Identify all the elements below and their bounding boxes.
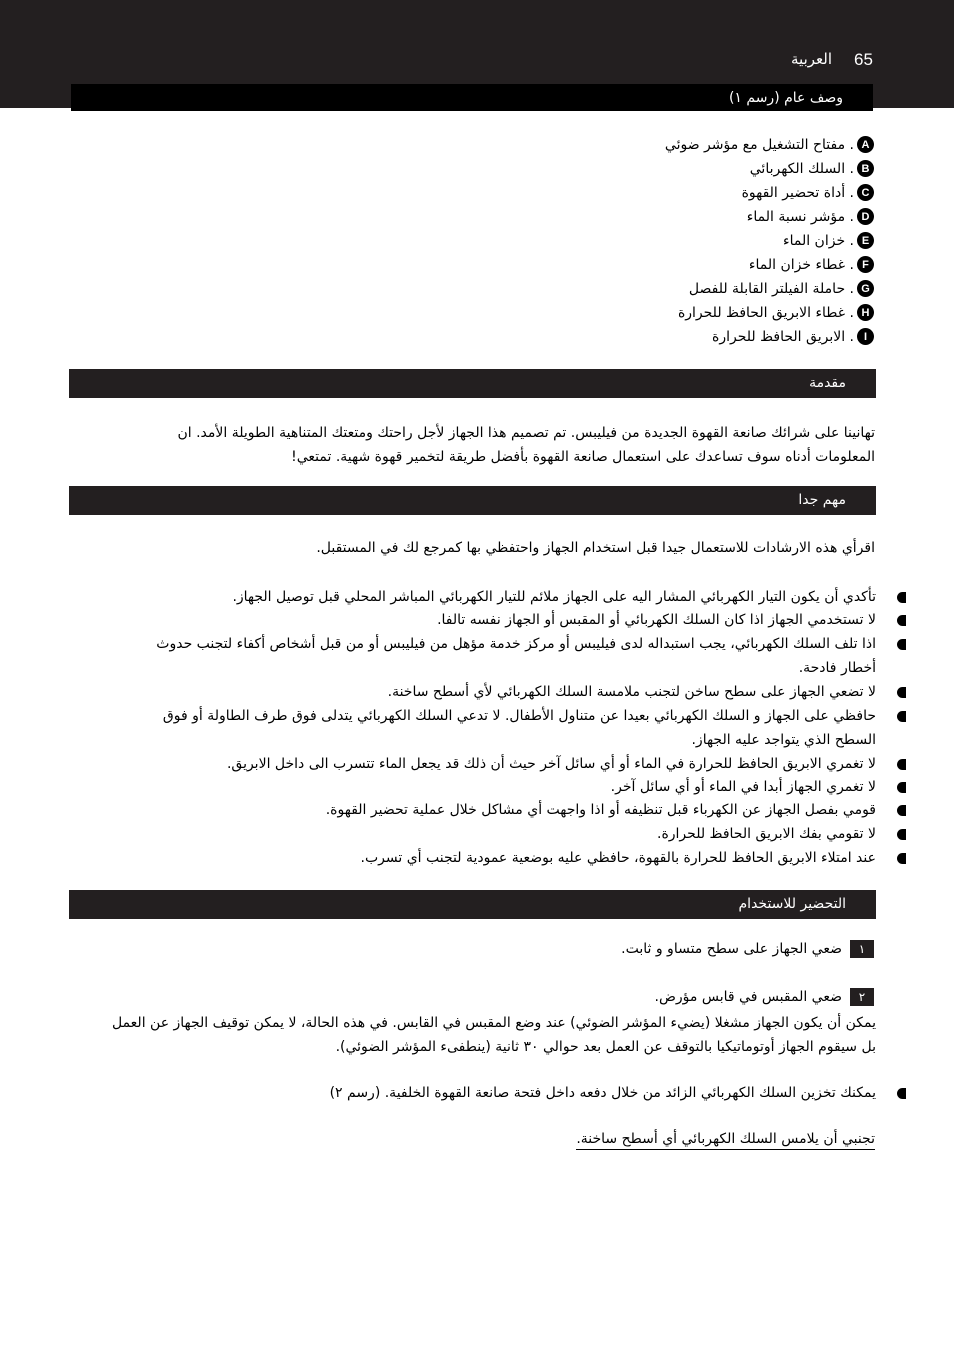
bullet-icon <box>897 592 906 603</box>
text-line: المعلومات أدناه سوف تساعدك على استعمال صانعة القهوة بأفضل طريقة لتخمير قهوة شهية. تمتعي! <box>291 449 875 465</box>
list-item <box>657 823 876 846</box>
list-item <box>747 208 874 225</box>
list-item <box>227 753 876 776</box>
warning-text: أخطار فادحة. <box>798 660 876 676</box>
part-letter-badge: A <box>857 136 874 153</box>
part-letter-badge: H <box>857 304 874 321</box>
section-title: مقدمة <box>809 375 846 391</box>
part-letter-badge: I <box>857 328 874 345</box>
bullet-icon <box>897 805 906 816</box>
section-header-general <box>71 84 873 111</box>
step-number: ٢ <box>850 988 874 1006</box>
warning-text: لا تستخدمي الجهاز اذا كان السلك الكهربائي أو المقبس أو الجهاز نفسه تالفا. <box>437 612 876 628</box>
text-line: يمكن أن يكون الجهاز مشغلا (يضيء المؤشر الضوئي) عند وضع المقبس في القابس. في هذه الحالة، لا يمكن توقيف الجهاز عن العمل <box>111 1015 876 1031</box>
section-title: التحضير للاستخدام <box>738 896 846 912</box>
list-item <box>665 136 874 153</box>
list-item <box>437 609 876 632</box>
warning-text: لا تضعي الجهاز على سطح ساخن لتجنب ملامسة السلك الكهربائي لأي أسطح ساخنة. <box>387 684 876 700</box>
list-item <box>750 160 874 177</box>
list-item <box>783 232 874 249</box>
tip-text: يمكنك تخزين السلك الكهربائي الزائد من خلال دفعه داخل فتحة صانعة القهوة الخلفية. (رسم ٢) <box>329 1085 876 1101</box>
list-item <box>163 705 876 728</box>
bullet-icon <box>897 639 906 650</box>
section-header-prep <box>69 890 876 919</box>
warning-text: لا تقومي بفك الابريق الحافظ للحرارة. <box>657 826 876 842</box>
part-label: . غطاء خزان الماء <box>748 256 854 273</box>
part-label: . الابريق الحافظ للحرارة <box>712 328 854 345</box>
list-item <box>326 799 876 822</box>
list-item <box>361 847 876 870</box>
section-header-important <box>69 486 876 515</box>
bullet-icon <box>897 829 906 840</box>
warning-text: حافظي على الجهاز و السلك الكهربائي بعيدا عن متناول الأطفال. لا تدعي السلك الكهربائي يتدلى فوق طرف الطاولة أو فوق <box>162 708 876 724</box>
warning-text: لا تغمري الابريق الحافظ للحرارة في الماء أو أي سائل آخر حيث أن ذلك قد يجعل الماء تتسرب الى داخل الابريق. <box>226 756 876 772</box>
part-letter-badge: D <box>857 208 874 225</box>
part-label: . غطاء الابريق الحافظ للحرارة <box>677 304 854 321</box>
list-item <box>611 776 876 799</box>
list-item <box>742 184 874 201</box>
bullet-icon <box>897 853 906 864</box>
part-label: . أداة تحضير القهوة <box>741 184 854 201</box>
list-item <box>388 681 876 704</box>
bullet-icon <box>897 687 906 698</box>
part-letter-badge: C <box>857 184 874 201</box>
bullet-icon <box>897 615 906 626</box>
list-item-continuation <box>799 657 876 680</box>
warning-text: قومي بفصل الجهاز عن الكهرباء قبل تنظيفه أو اذا واجهت أي مشاكل خلال عملية تحضير القهوة. <box>325 802 876 818</box>
list-item <box>749 256 874 273</box>
warning-text: لا تغمري الجهاز أبدا في الماء أو أي سائل آخر. <box>610 779 876 795</box>
part-letter-badge: E <box>857 232 874 249</box>
list-item <box>689 280 874 297</box>
text-line: بل سيقوم الجهاز أوتوماتيكيا بالتوقف عن العمل بعد حوالي ٣٠ ثانية (ينطفىء المؤشر الضوئي). <box>335 1039 876 1055</box>
part-letter-badge: G <box>857 280 874 297</box>
bullet-icon <box>897 782 906 793</box>
important-intro: اقرأي هذه الارشادات للاستعمال جيدا قبل استخدام الجهاز واحتفظي بها كمرجع لك في المستقبل. <box>316 540 875 556</box>
warning-text: اذا تلف السلك الكهربائي، يجب استبداله لدى فيليبس أو مركز خدمة مؤهل من فيليبس أو من قبل أشخاص أكفاء لتجنب حدوث <box>156 636 876 652</box>
section-title: مهم جدا <box>798 492 846 508</box>
bullet-icon <box>897 711 906 722</box>
warning-text: تأكدي أن يكون التيار الكهربائي المشار اليه على الجهاز ملائم للتيار الكهربائي المباشر المحلي قبل توصيل الجهاز. <box>232 589 876 605</box>
list-item <box>156 633 876 656</box>
step-number: ١ <box>850 940 874 958</box>
bullet-icon <box>897 1088 906 1099</box>
section-title: وصف عام (رسم ١) <box>728 90 843 106</box>
cord-tip <box>330 1082 876 1105</box>
part-label: . مؤشر نسبة الماء <box>746 208 854 225</box>
step-text: ضعي المقبس في قابس مؤرض. <box>654 989 842 1005</box>
list-item <box>232 586 876 609</box>
part-letter-badge: F <box>857 256 874 273</box>
list-item <box>678 304 874 321</box>
step-1 <box>621 940 874 958</box>
page-number: 65 <box>854 50 873 69</box>
step-text: ضعي الجهاز على سطح متساو و ثابت. <box>621 941 842 957</box>
list-item-continuation <box>691 729 876 752</box>
part-label: . مفتاح التشغيل مع مؤشر ضوئي <box>664 136 854 153</box>
part-label: . حاملة الفيلتر القابلة للفصل <box>688 280 854 297</box>
part-letter-badge: B <box>857 160 874 177</box>
section-header-intro <box>69 369 876 398</box>
bullet-icon <box>897 759 906 770</box>
language-label: العربية <box>791 50 832 68</box>
warning-text: عند امتلاء الابريق الحافظ للحرارة بالقهوة، حافظي عليه بوضعية عمودية لتجنب أي تسرب. <box>360 850 876 866</box>
part-label: . السلك الكهربائي <box>749 160 854 177</box>
part-label: . خزان الماء <box>783 232 854 249</box>
list-item <box>712 328 874 345</box>
intro-paragraph <box>115 421 875 469</box>
warning-text: السطح الذي يتواجد عليه الجهاز. <box>691 732 876 748</box>
text-line: تهانينا على شرائك صانعة القهوة الجديدة من فيليبس. تم تصميم هذا الجهاز لأجل راحتك ومتعتك المتناهية الطويلة الأمد. ان <box>177 425 875 441</box>
final-warning: تجنبي أن يلامس السلك الكهربائي أي أسطح ساخنة. <box>576 1131 875 1150</box>
step-2-note <box>76 1011 876 1059</box>
step-2 <box>655 988 874 1006</box>
